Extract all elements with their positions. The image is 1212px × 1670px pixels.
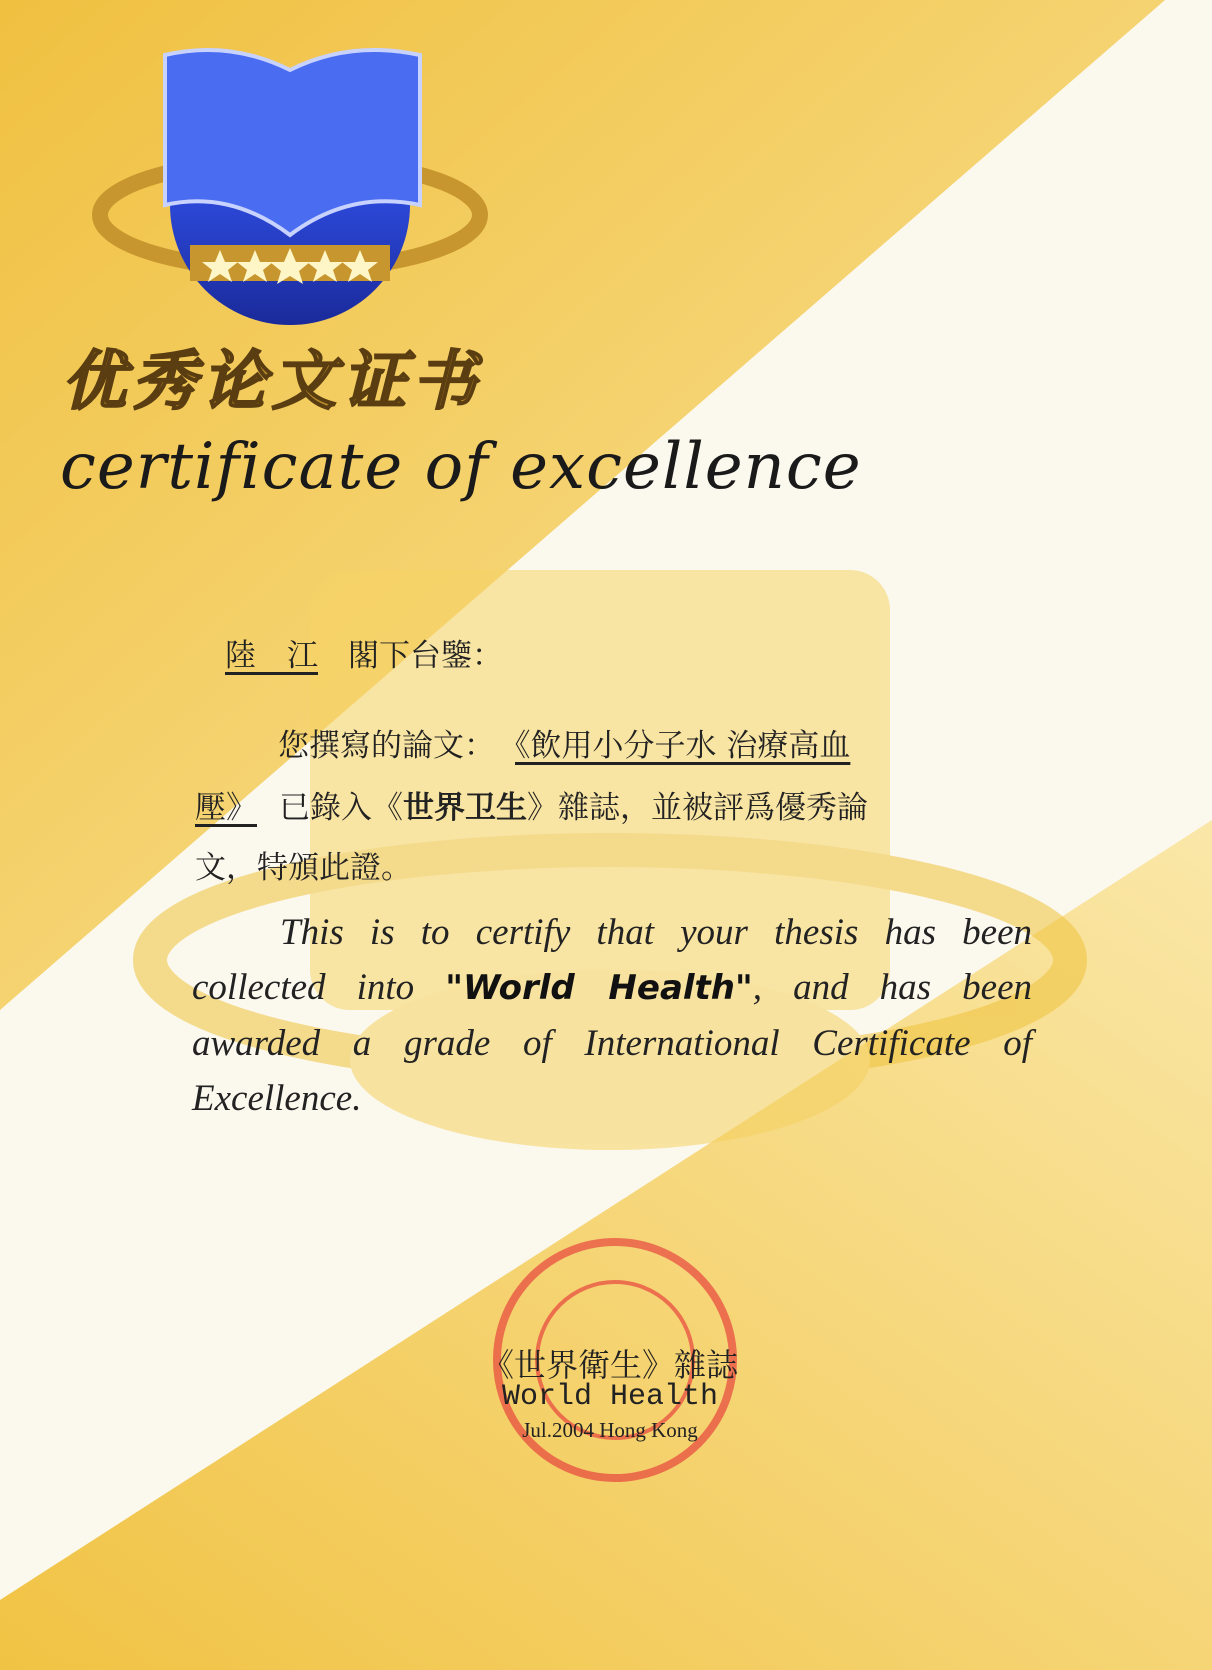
thesis-title-part1: 《飲用小分子水 治療高血 <box>515 728 851 764</box>
title-chinese: 优秀论文证书 <box>62 345 482 419</box>
body-cn-line3: 文，特頒此證。 <box>195 850 412 886</box>
recipient-line <box>195 630 503 675</box>
thesis-title-part2: 壓》 <box>195 790 257 826</box>
salutation: 閣下台鑒： <box>348 638 503 674</box>
title-english: certificate of excellence <box>60 430 862 504</box>
text: 已錄入《 <box>279 790 403 826</box>
signature-en: World Health <box>501 1380 719 1414</box>
body-cn-line2 <box>195 782 868 827</box>
text: This is to certify that your thesis has been collected into <box>192 912 1032 1008</box>
recipient-name: 陸 江 <box>225 638 318 674</box>
body-english <box>192 905 1032 1126</box>
text: , and has been awarded a grade of International Certificate of Excellence. <box>192 967 1033 1119</box>
thesis-label: 您撰寫的論文： <box>278 728 495 764</box>
text: 》雜誌，並被評爲優秀論 <box>527 790 868 826</box>
signature-date: Jul.2004 Hong Kong <box>522 1418 698 1442</box>
signature-cn: 《世界衛生》雜誌 <box>481 1346 738 1384</box>
body-cn-line1 <box>278 720 850 765</box>
journal-name-cn: 世界卫生 <box>403 790 527 826</box>
journal-name-en: "World Health" <box>445 968 753 1008</box>
